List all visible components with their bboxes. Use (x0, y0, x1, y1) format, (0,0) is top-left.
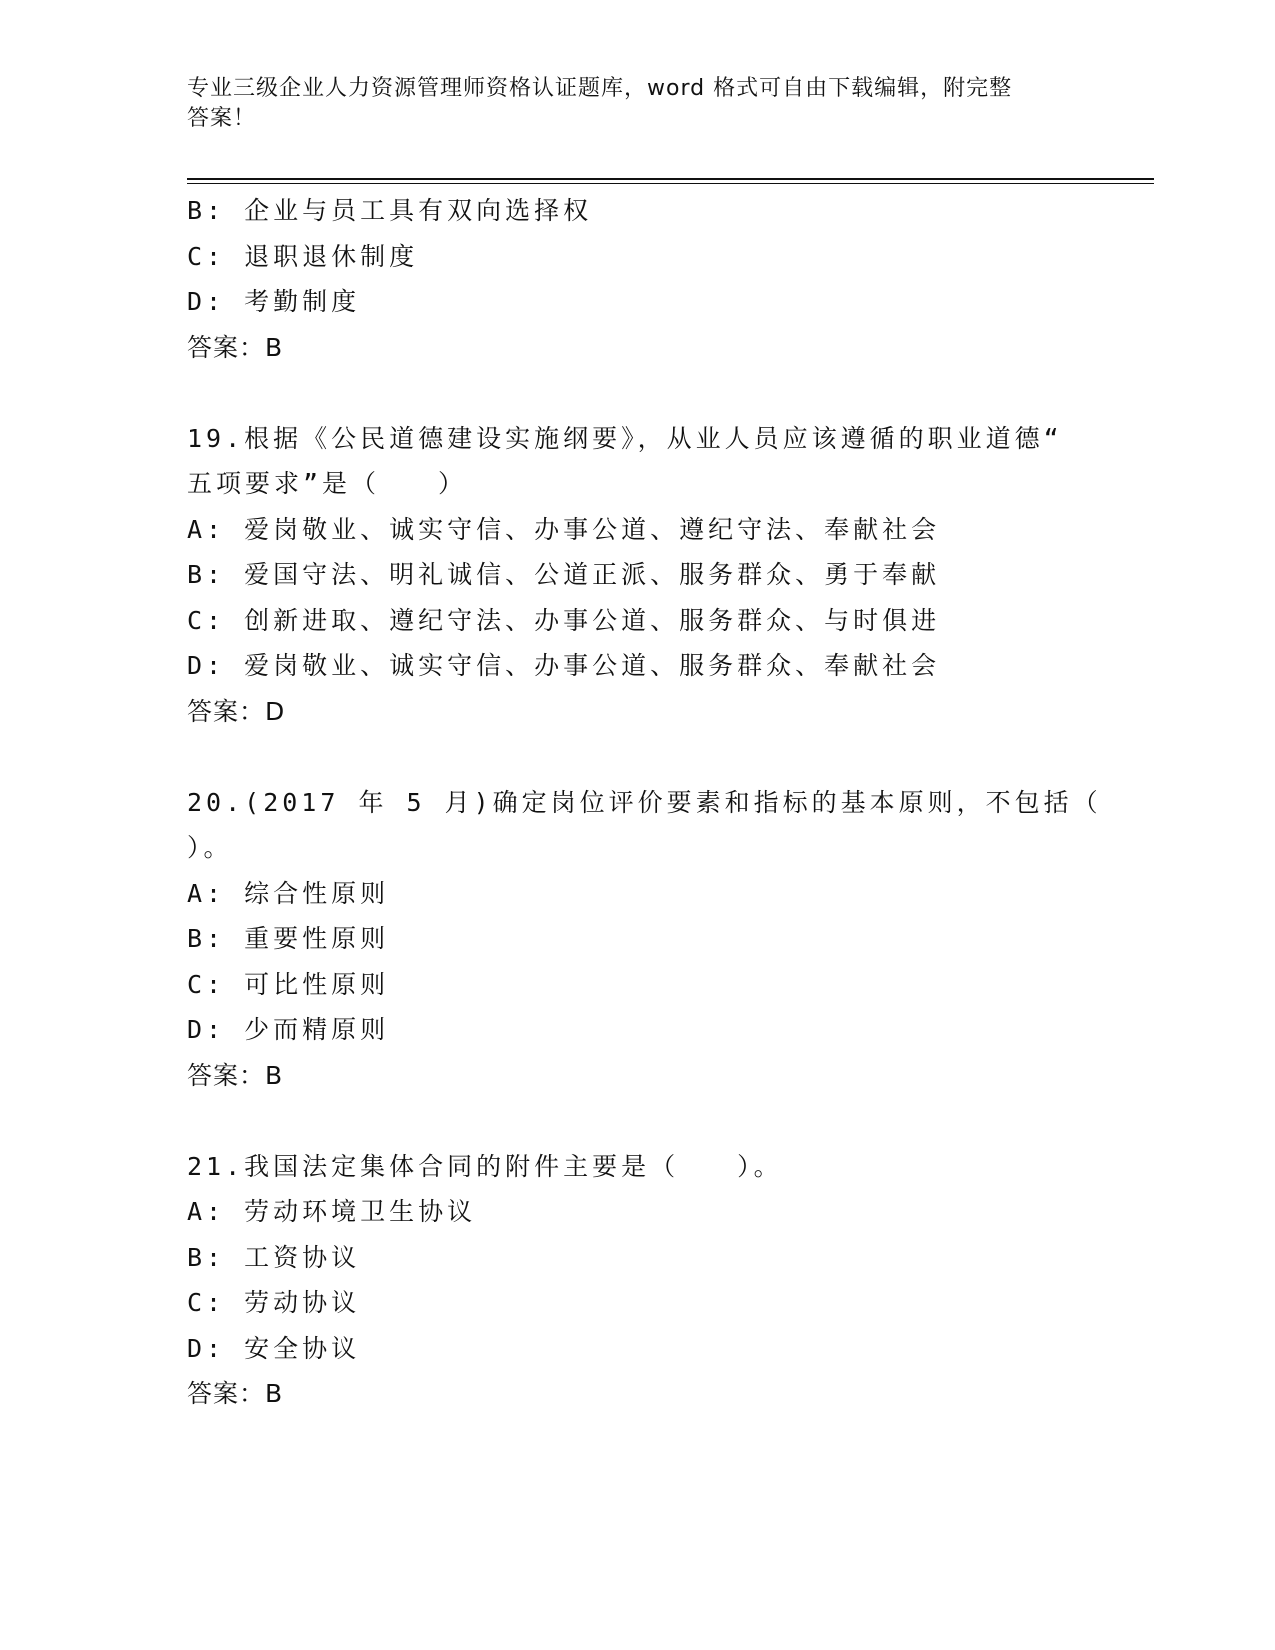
question-21 (187, 1144, 1127, 1417)
question-stem-continued: ）。 (187, 833, 233, 862)
option-a: A: 爱岗敬业、诚实守信、办事公道、遵纪守法、奉献社会 (187, 514, 941, 544)
header-divider-thick (187, 178, 1154, 180)
question-stem: 21.我国法定集体合同的附件主要是（ ）。 (187, 1151, 783, 1181)
option-b: B: 企业与员工具有双向选择权 (187, 196, 593, 225)
answer-line: 答案：D (187, 696, 286, 726)
answer-line: 答案：B (187, 332, 284, 362)
question-stem: 20.(2017 年 5 月)确定岗位评价要素和指标的基本原则，不包括（ (187, 787, 1102, 817)
spacer (187, 734, 1127, 780)
option-d: D: 考勤制度 (187, 287, 361, 316)
option-d: D: 爱岗敬业、诚实守信、办事公道、服务群众、奉献社会 (187, 651, 941, 680)
option-b: B: 重要性原则 (187, 924, 390, 953)
option-a: A: 综合性原则 (187, 878, 390, 908)
question-20 (187, 780, 1127, 1099)
option-b: B: 爱国守法、明礼诚信、公道正派、服务群众、勇于奉献 (187, 560, 941, 589)
answer-line: 答案：B (187, 1060, 284, 1090)
option-c: C: 可比性原则 (187, 969, 390, 999)
question-19 (187, 416, 1127, 735)
option-d: D: 安全协议 (187, 1333, 361, 1363)
question-18-continued (187, 188, 1127, 370)
option-c: C: 退职退休制度 (187, 241, 419, 271)
document-header (187, 74, 1067, 134)
answer-line: 答案：B (187, 1379, 284, 1408)
option-b: B: 工资协议 (187, 1242, 361, 1272)
question-stem: 19.根据《公民道德建设实施纲要》，从业人员应该遵循的职业道德“ (187, 423, 1063, 453)
header-line-2: 答案！ (187, 106, 257, 131)
option-c: C: 劳动协议 (187, 1288, 361, 1317)
option-d: D: 少而精原则 (187, 1015, 390, 1044)
option-a: A: 劳动环境卫生协议 (187, 1197, 477, 1226)
question-stem-continued: 五项要求”是（ ） (187, 469, 468, 498)
header-line-1: 专业三级企业人力资源管理师资格认证题库，word 格式可自由下载编辑，附完整 (187, 76, 1013, 101)
spacer (187, 370, 1127, 416)
header-divider-thin (187, 183, 1154, 184)
spacer (187, 1098, 1127, 1144)
question-list (187, 188, 1127, 1417)
option-c: C: 创新进取、遵纪守法、办事公道、服务群众、与时俱进 (187, 605, 941, 635)
